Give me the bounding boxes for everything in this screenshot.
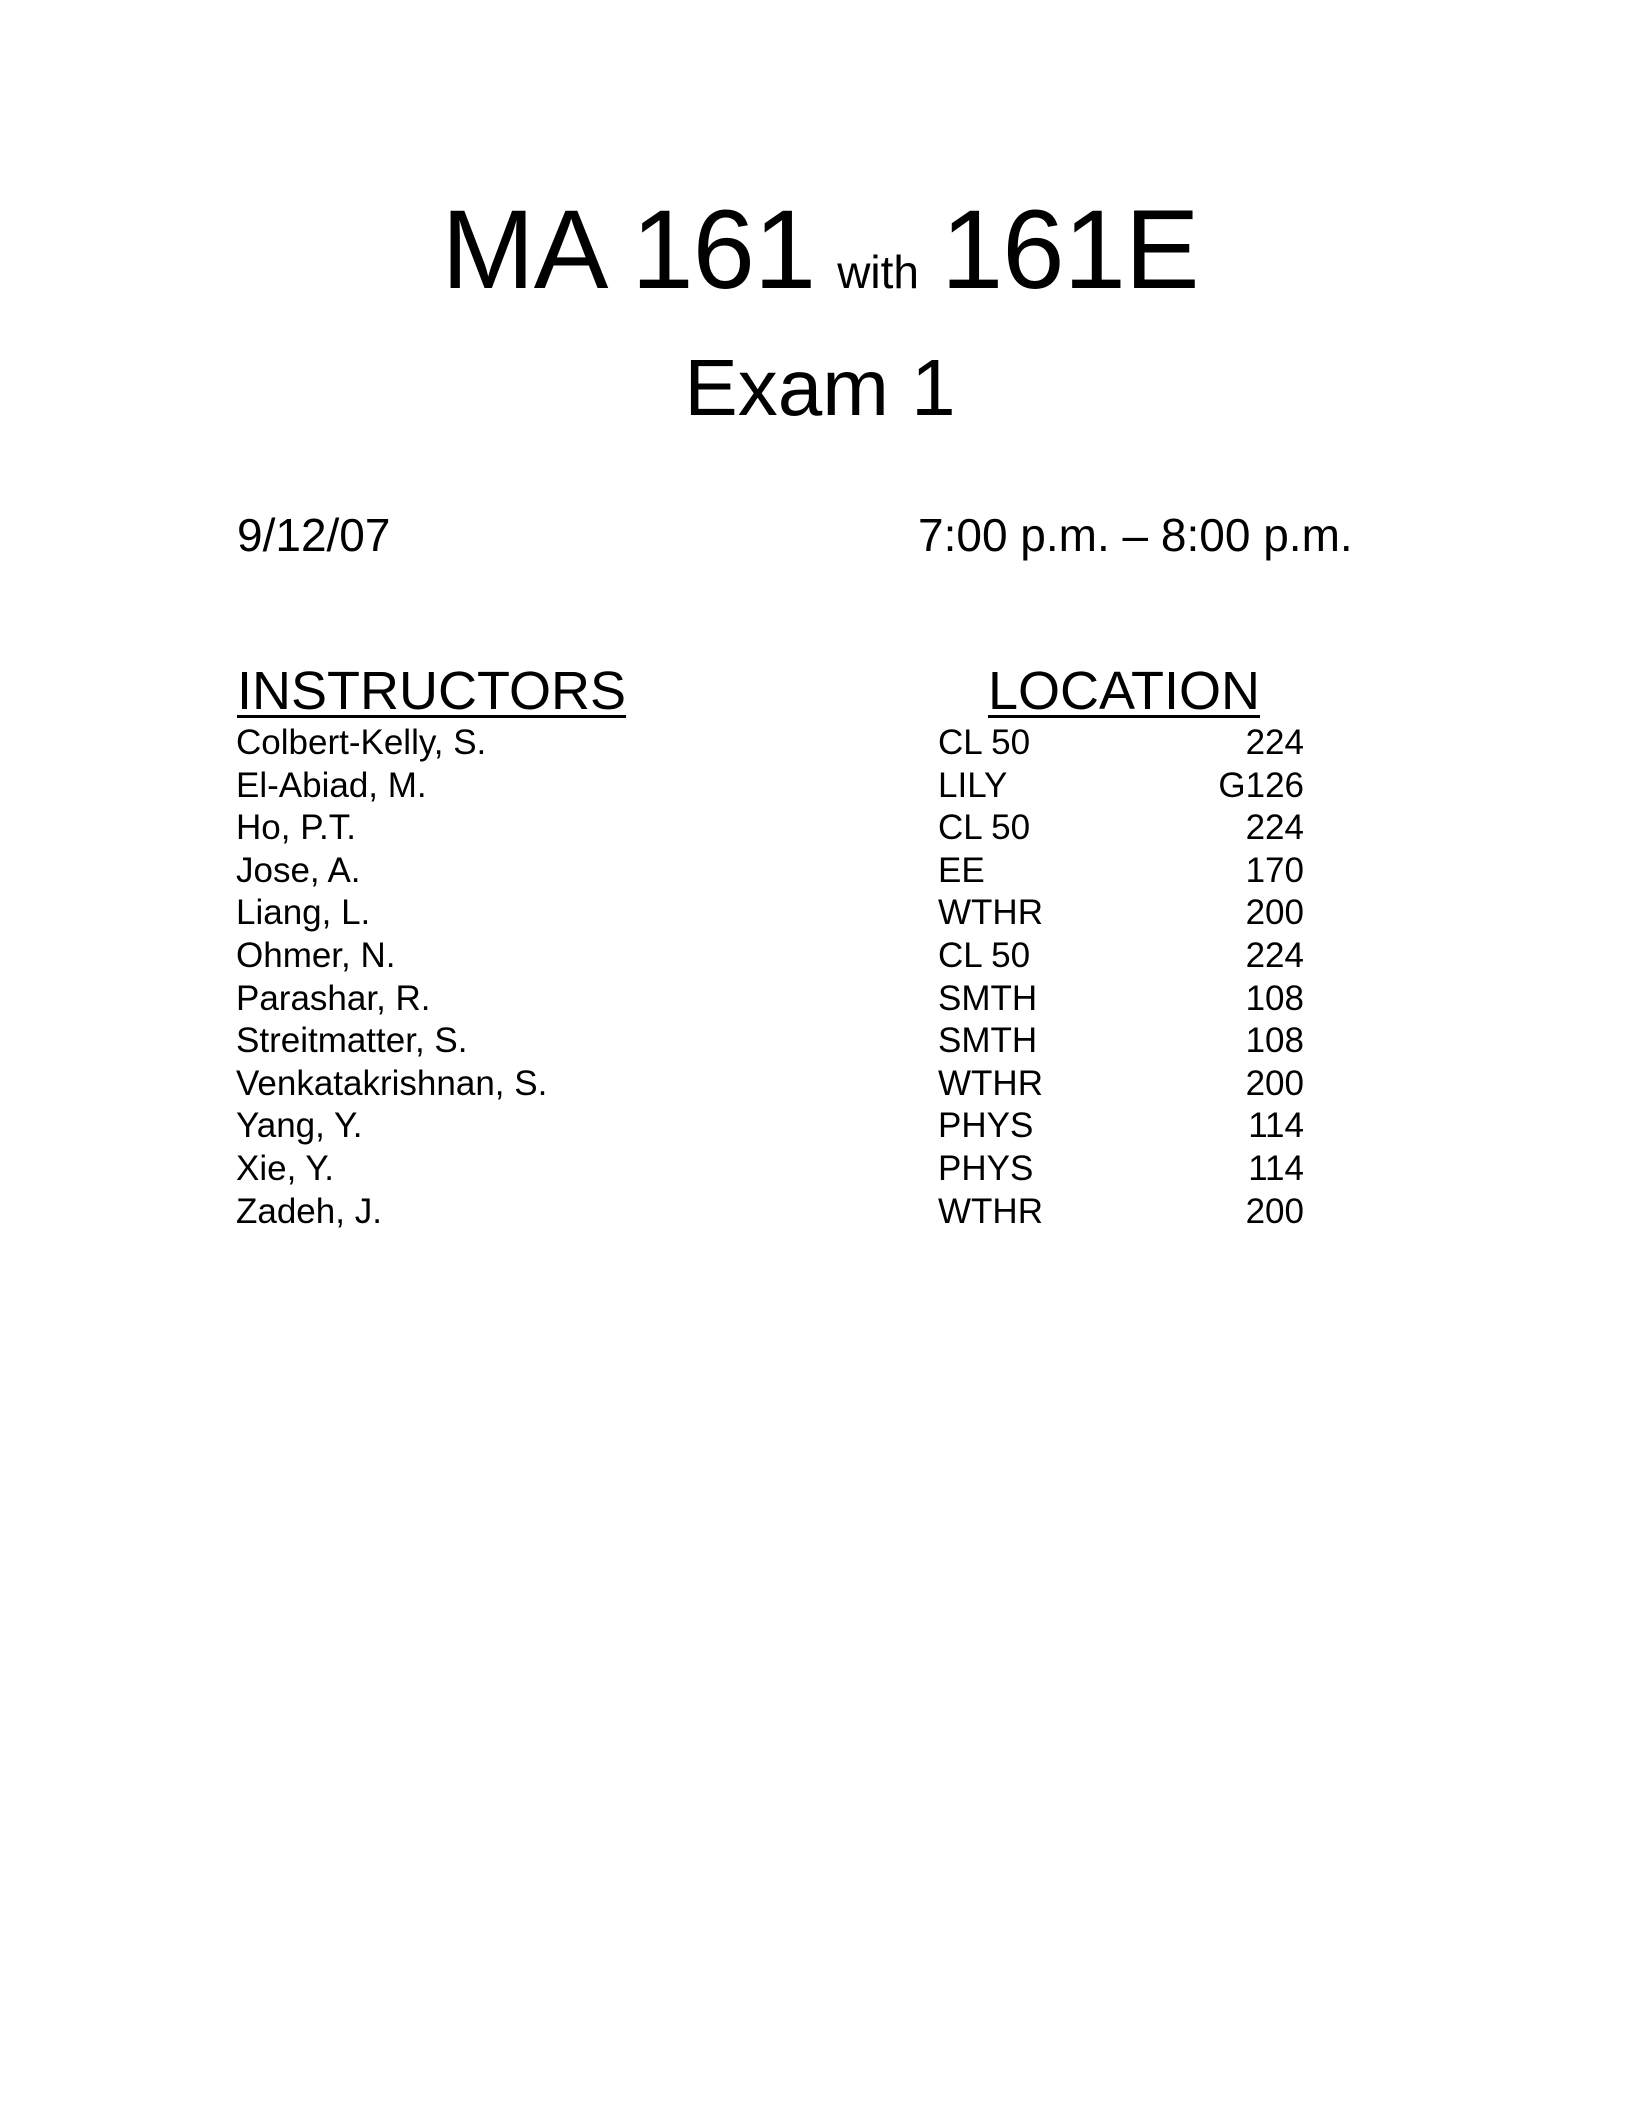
instructor-name: Colbert-Kelly, S. [236, 723, 487, 762]
room-number: 108 [1245, 978, 1304, 1018]
instructor-name: Xie, Y. [236, 1148, 334, 1188]
table-row [0, 935, 1640, 978]
room-number: 224 [1245, 808, 1304, 848]
roster-table [0, 722, 1640, 1233]
building: WTHR [938, 1063, 1043, 1103]
with-word: with [837, 246, 920, 298]
table-row [0, 978, 1640, 1021]
table-row [0, 1063, 1640, 1106]
location-header: LOCATION [988, 661, 1261, 721]
instructor-name: Jose, A. [236, 850, 361, 890]
building: WTHR [938, 1191, 1043, 1231]
building: CL 50 [938, 935, 1031, 975]
table-row [0, 1105, 1640, 1148]
table-row [0, 807, 1640, 850]
room-number: 114 [1248, 1106, 1304, 1146]
room-number: 114 [1248, 1148, 1304, 1188]
table-row [0, 722, 1640, 765]
building: CL 50 [938, 723, 1031, 762]
room-number: 108 [1245, 1021, 1304, 1061]
building: EE [938, 850, 985, 890]
table-row [0, 1020, 1640, 1063]
building: LILY [938, 765, 1008, 805]
instructor-name: El-Abiad, M. [236, 765, 427, 805]
room-number: 224 [1245, 723, 1304, 762]
course-title [0, 187, 1640, 332]
table-row [0, 850, 1640, 893]
table-row [0, 765, 1640, 808]
instructor-name: Ohmer, N. [236, 935, 396, 975]
exam-time: 7:00 p.m. – 8:00 p.m. [918, 509, 1353, 561]
instructor-name: Streitmatter, S. [236, 1021, 468, 1061]
table-row [0, 892, 1640, 935]
instructor-name: Ho, P.T. [236, 808, 356, 848]
building: CL 50 [938, 808, 1031, 848]
exam-date: 9/12/07 [237, 509, 391, 561]
instructor-name: Yang, Y. [236, 1106, 363, 1146]
instructor-name: Liang, L. [236, 893, 371, 933]
table-row [0, 1148, 1640, 1191]
table-row [0, 1191, 1640, 1234]
building: SMTH [938, 1021, 1038, 1061]
instructors-header: INSTRUCTORS [237, 661, 627, 721]
instructor-name: Parashar, R. [236, 978, 431, 1018]
building: SMTH [938, 978, 1038, 1018]
room-number: 200 [1245, 893, 1304, 933]
room-number: 170 [1245, 850, 1304, 890]
building: PHYS [938, 1148, 1034, 1188]
room-number: 200 [1245, 1063, 1304, 1103]
room-number: 224 [1245, 935, 1304, 975]
room-number: G126 [1218, 765, 1304, 805]
title-block [0, 187, 1640, 436]
course-code-secondary: 161E [941, 187, 1199, 312]
instructor-name: Venkatakrishnan, S. [236, 1063, 548, 1103]
building: WTHR [938, 893, 1043, 933]
course-code-primary: MA 161 [441, 187, 816, 312]
room-number: 200 [1245, 1191, 1304, 1231]
exam-title: Exam 1 [684, 343, 956, 432]
building: PHYS [938, 1106, 1034, 1146]
instructor-name: Zadeh, J. [236, 1191, 382, 1231]
